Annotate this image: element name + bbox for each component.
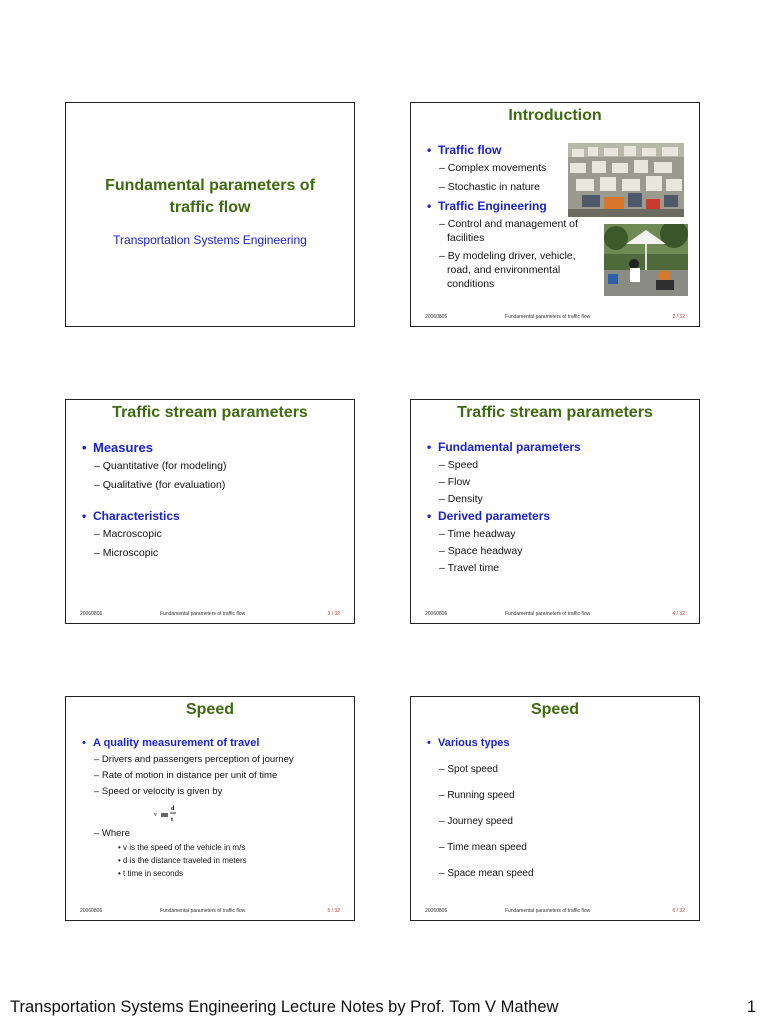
sub-sub-bullet-text: v is the speed of the vehicle in m/s [123, 843, 246, 852]
formula-graphic [152, 799, 192, 827]
slide-footer [425, 314, 685, 322]
sub-bullet: – Spot speed [439, 764, 498, 775]
footer-page: 3 / 32 [327, 611, 340, 617]
footer-title: Fundamental parameters of traffic flow [505, 611, 591, 617]
sub-sub-bullet-text: t time in seconds [123, 869, 184, 878]
bullet: • Traffic Engineering [427, 199, 547, 213]
sub-bullet: – Flow [439, 476, 470, 488]
slide-3-stream-parameters [65, 399, 355, 624]
footer-page: 5 / 32 [327, 908, 340, 914]
sub-bullet: – Stochastic in nature [439, 181, 540, 193]
sub-bullet: – Space headway [439, 545, 523, 557]
footer-title: Fundamental parameters of traffic flow [160, 908, 246, 914]
sub-sub-bullet: • t time in seconds [118, 869, 184, 878]
footer-date: 20060806 [80, 908, 103, 914]
sub-bullet-line: – Control and management of [439, 218, 578, 230]
slide-body [427, 737, 691, 893]
slide-title: Speed [530, 701, 579, 718]
footer-title: Fundamental parameters of traffic flow [160, 611, 246, 617]
sub-bullet: – Time headway [439, 528, 516, 540]
sub-sub-bullet: • v is the speed of the vehicle in m/s [118, 843, 246, 852]
sub-bullet: – Quantitative (for modeling) [94, 460, 227, 472]
sub-bullet-line: road, and environmental [447, 264, 561, 276]
slide-title: Traffic stream parameters [112, 404, 308, 421]
sub-bullet: – Running speed [439, 790, 515, 801]
sub-bullet: – Speed or velocity is given by [94, 786, 223, 797]
road-scene-photo [604, 224, 688, 296]
title-line-2: traffic flow [169, 199, 251, 216]
slide-1-title [65, 102, 355, 327]
sub-bullet: – Travel time [439, 562, 500, 574]
speed-formula [82, 799, 346, 827]
sub-bullet: – Where [94, 828, 130, 839]
page-footer-text: Transportation Systems Engineering Lecture Notes by Prof. Tom V Mathew [10, 998, 559, 1016]
slide-footer [425, 611, 685, 619]
sub-bullet: – Drivers and passengers perception of journey [94, 754, 294, 765]
footer-date: 20060806 [425, 611, 448, 617]
slide-footer [425, 908, 685, 916]
bullet-text: Derived parameters [438, 509, 551, 523]
sub-bullet: – Time mean speed [439, 842, 527, 853]
slide-footer [80, 611, 340, 619]
bullet: • Fundamental parameters [427, 440, 581, 454]
sub-sub-bullet-text: d is the distance traveled in meters [123, 856, 247, 865]
formula-t: t [171, 817, 173, 823]
bullet-text: Traffic Engineering [438, 199, 547, 213]
sub-bullet: – Density [439, 493, 483, 505]
sub-bullet-line: – By modeling driver, vehicle, [439, 250, 576, 262]
slide-6-speed-types [410, 696, 700, 921]
slide-2-introduction [410, 102, 700, 327]
sub-bullet: – Macroscopic [94, 528, 162, 540]
slide-title: Traffic stream parameters [457, 404, 653, 421]
footer-title: Fundamental parameters of traffic flow [505, 908, 591, 914]
slide-body [427, 440, 691, 578]
footer-page: 4 / 32 [672, 611, 685, 617]
sub-bullet: – Rate of motion in distance per unit of time [94, 770, 278, 781]
sub-bullet: – Space mean speed [439, 868, 534, 879]
slide-body [82, 440, 346, 565]
slide-5-speed [65, 696, 355, 921]
sub-bullet: – Journey speed [439, 816, 513, 827]
bullet: • Traffic flow [427, 143, 502, 157]
slide-title: Introduction [508, 107, 602, 124]
bullet-text: Characteristics [93, 509, 180, 523]
slide-title [66, 175, 354, 219]
footer-date: 20060806 [425, 908, 448, 914]
formula-v: v [154, 812, 157, 818]
slide-body [82, 737, 346, 882]
bullet-text: Measures [93, 440, 153, 455]
bullet-text: Various types [438, 737, 510, 749]
slide-footer [80, 908, 340, 916]
sub-bullet: – Complex movements [439, 162, 547, 174]
sub-bullet: – Speed [439, 459, 479, 471]
traffic-jam-photo [568, 143, 684, 217]
footer-date: 20060806 [80, 611, 103, 617]
bullet: • A quality measurement of travel [82, 737, 260, 749]
footer-title: Fundamental parameters of traffic flow [505, 314, 591, 320]
bullet: • Characteristics [82, 509, 180, 523]
sub-bullet-line: facilities [447, 232, 485, 244]
bullet: • Measures [82, 440, 153, 455]
bullet: • Various types [427, 737, 510, 749]
bullet: • Derived parameters [427, 509, 551, 523]
sub-bullet-line: conditions [447, 278, 495, 290]
slide-4-stream-parameters [410, 399, 700, 624]
bullet-text: Traffic flow [438, 143, 502, 157]
sub-bullet: – Qualitative (for evaluation) [94, 479, 226, 491]
footer-page: 2 / 32 [672, 314, 685, 320]
slide-title: Speed [185, 701, 234, 718]
footer-page: 6 / 32 [672, 908, 685, 914]
bullet-text: Fundamental parameters [438, 440, 581, 454]
sub-sub-bullet: • d is the distance traveled in meters [118, 856, 247, 865]
footer-date: 20060806 [425, 314, 448, 320]
title-line-1: Fundamental parameters of [105, 177, 315, 194]
sub-bullet: – Microscopic [94, 547, 159, 559]
slide-subtitle: Transportation Systems Engineering [113, 233, 307, 247]
bullet-text: A quality measurement of travel [93, 737, 260, 749]
formula-d: d [171, 806, 175, 812]
page-number: 1 [746, 998, 756, 1016]
